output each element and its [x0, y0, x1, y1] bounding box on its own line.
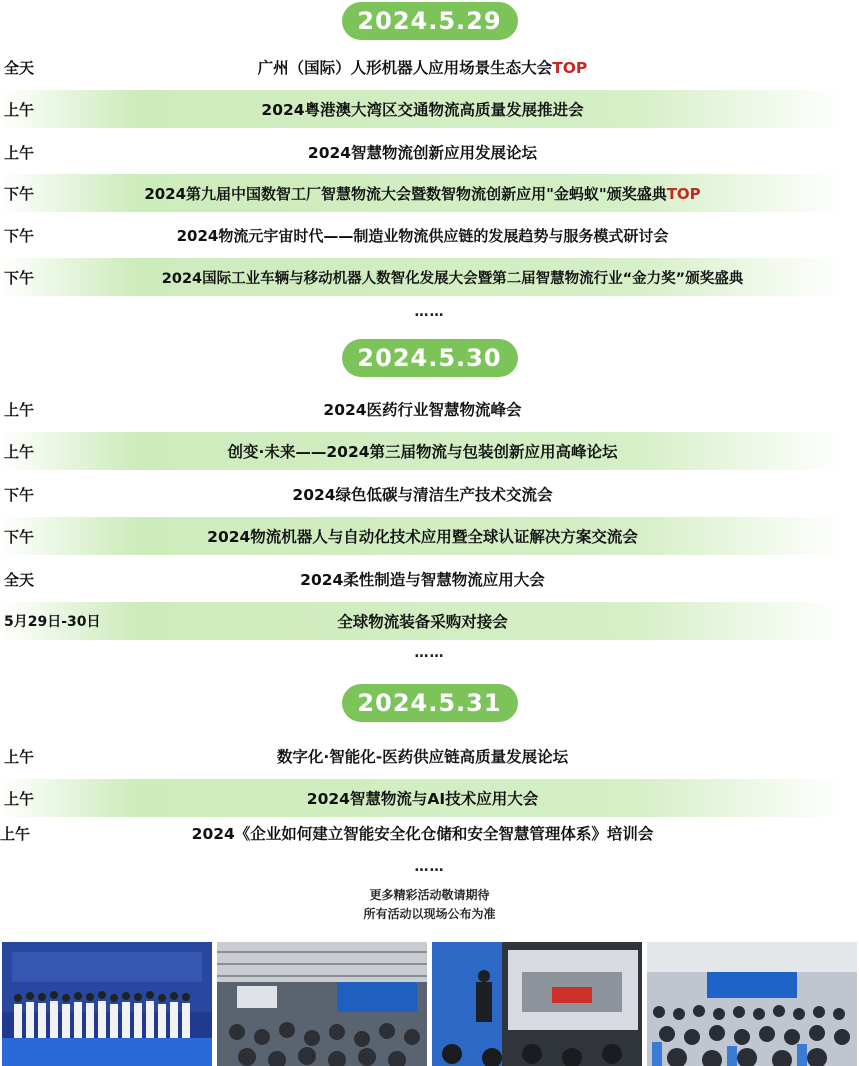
- event-row: [0, 133, 845, 171]
- event-row: [0, 90, 845, 128]
- event-photo-forum: [432, 942, 642, 1066]
- event-time: 上午: [4, 747, 35, 766]
- date-badge-may29: [342, 2, 518, 40]
- more-ellipsis: ……: [414, 645, 445, 661]
- event-row: [0, 174, 845, 212]
- event-row: [0, 432, 845, 470]
- footer-note-line1: 更多精彩活动敬请期待: [369, 888, 490, 902]
- event-title-text: 广州（国际）人形机器人应用场景生态大会: [257, 59, 553, 77]
- event-time: 下午: [4, 485, 35, 504]
- event-title: 2024绿色低碳与清洁生产技术交流会: [292, 486, 553, 504]
- event-row: [0, 216, 845, 254]
- event-time: 上午: [4, 400, 35, 419]
- event-row: [0, 517, 845, 555]
- event-title: 2024《企业如何建立智能安全化仓储和安全智慧管理体系》培训会: [191, 825, 654, 843]
- event-title: 2024国际工业车辆与移动机器人数智化发展大会暨第二届智慧物流行业“金力奖”颁奖盛典: [161, 270, 744, 287]
- event-time: 下午: [4, 184, 35, 203]
- event-row: [0, 779, 845, 817]
- event-title: 2024智慧物流创新应用发展论坛: [307, 144, 538, 162]
- event-title: 全球物流装备采购对接会: [337, 613, 508, 631]
- event-title: [0, 183, 845, 204]
- event-time: 全天: [4, 570, 35, 589]
- event-time: 下午: [4, 226, 35, 245]
- event-photo-audience: [647, 942, 857, 1066]
- date-label: 2024.5.30: [357, 344, 502, 372]
- date-badge-may30: [342, 339, 518, 377]
- top-tag: TOP: [552, 59, 588, 77]
- event-title-text: 2024第九届中国数智工厂智慧物流大会暨数智物流创新应用"金蚂蚁"颁奖盛典: [144, 184, 667, 203]
- event-title: 数字化·智能化-医药供应链高质量发展论坛: [276, 748, 569, 766]
- event-title: 2024智慧物流与AI技术应用大会: [306, 790, 539, 808]
- event-title: [0, 56, 845, 78]
- event-time: 5月29日-30日: [4, 614, 101, 630]
- event-time: 下午: [4, 527, 35, 546]
- event-photo-hall: [217, 942, 427, 1066]
- event-time: 上午: [4, 442, 35, 461]
- event-time: 下午: [4, 268, 35, 287]
- event-title: 2024柔性制造与智慧物流应用大会: [300, 571, 545, 589]
- event-time: 上午: [4, 100, 35, 119]
- event-row: [0, 602, 845, 640]
- event-title: 2024物流元宇宙时代——制造业物流供应链的发展趋势与服务模式研讨会: [176, 226, 669, 245]
- event-photo-group: [2, 942, 212, 1066]
- event-time: 上午: [0, 824, 31, 843]
- event-row: [0, 560, 845, 598]
- more-ellipsis: ……: [414, 859, 445, 875]
- event-title: 2024物流机器人与自动化技术应用暨全球认证解决方案交流会: [207, 528, 638, 546]
- event-time: 全天: [4, 58, 35, 77]
- event-title: 2024医药行业智慧物流峰会: [323, 401, 522, 419]
- footer-note-line2: 所有活动以现场公布为准: [363, 907, 496, 921]
- event-row: [0, 258, 845, 296]
- event-row: [0, 814, 845, 852]
- date-badge-may31: [342, 684, 518, 722]
- event-title: 2024粤港澳大湾区交通物流高质量发展推进会: [261, 101, 584, 119]
- event-time: 上午: [4, 789, 35, 808]
- event-title: 创变·未来——2024第三届物流与包装创新应用高峰论坛: [227, 443, 618, 461]
- top-tag: TOP: [666, 184, 701, 203]
- more-ellipsis: ……: [414, 304, 445, 320]
- date-label: 2024.5.31: [357, 689, 502, 717]
- event-row: [0, 48, 845, 86]
- event-row: [0, 390, 845, 428]
- event-time: 上午: [4, 143, 35, 162]
- date-label: 2024.5.29: [357, 7, 502, 35]
- event-row: [0, 737, 845, 775]
- event-row: [0, 475, 845, 513]
